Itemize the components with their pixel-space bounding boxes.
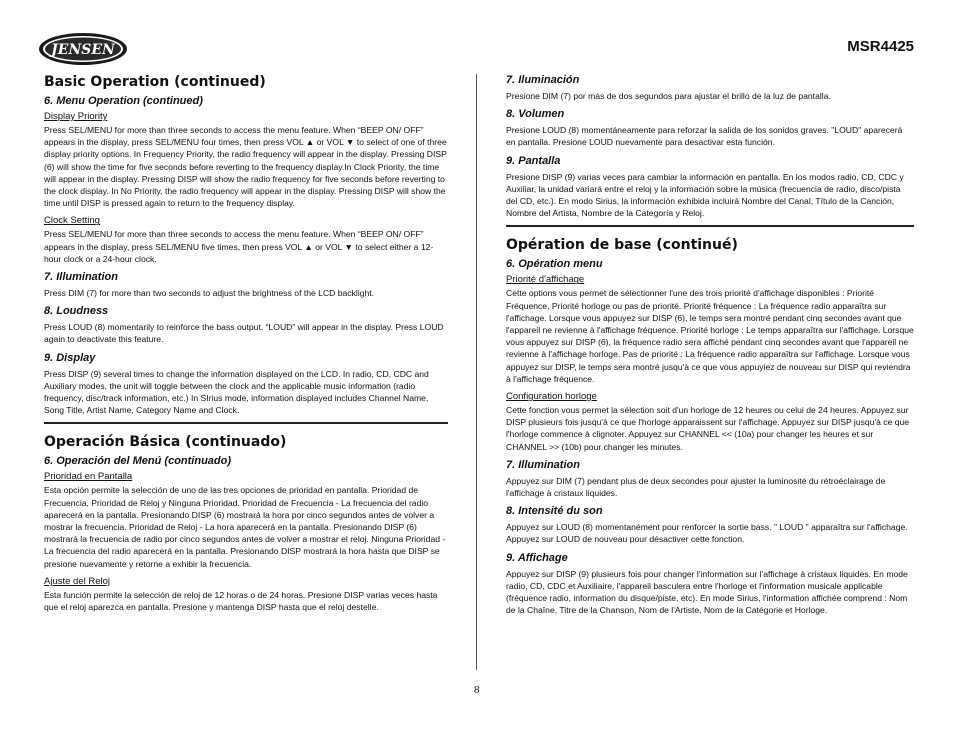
es-screen-text: Presione DISP (9) varias veces para cambiar la información en pantalla. En los modos radio, CD, CDC y Auxiliar, la unidad variará entre el reloj y la información sobre la música (frecuencia de radio, disco/pista del CD, etc.). En modo Sirius, la información exhibida incluirá Nombre del Canal, Título de la Canción, Nombre del Artista, Nombre de la Categoría y Reloj.: [506, 171, 904, 219]
fr-illum-text: Appuyez sur DIM (7) pendant plus de deux secondes pour ajuster la luminosité du rétroéclairage de l'affichage à cristaux liquides.: [506, 475, 886, 499]
column-divider: [476, 74, 477, 670]
fr-loud-text: Appuyez sur LOUD (8) momentanément pour renforcer la sortie bass. " LOUD " apparaîtra sur l'affichage. Appuyez sur LOUD de nouveau pour désactiver cette fonction.: [506, 522, 908, 545]
display-heading: 9. Display: [44, 351, 96, 364]
section-divider: [506, 225, 914, 227]
jensen-logo: [38, 32, 128, 66]
es-illum-heading: 7. Iluminación: [506, 74, 580, 86]
illumination-heading: 7. Illumination: [44, 271, 118, 284]
clock-setting-text: Press SEL/MENU for more than three seconds to access the menu feature. When “BEEP ON/ OFF” appears in the display, press SEL/MENU five times, then press VOL ▲ or VOL ▼ to select either a 12-hour clock or a 24-hour clock.: [44, 229, 434, 264]
fr-illum-heading: 7. Illumination: [506, 458, 580, 471]
fr-menu-heading: 6. Opération menu: [506, 258, 603, 271]
logo-text: JENSEN: [51, 42, 115, 58]
fr-display-heading: 9. Affichage: [506, 551, 568, 564]
fr-priority-label: Priorité d'affichage: [506, 274, 585, 286]
es-clock-label: Ajuste del Reloj: [44, 575, 111, 587]
model-number: MSR4425: [847, 38, 914, 55]
loudness-text: Press LOUD (8) momentarily to reinforce the bass output. “LOUD” will appear in the display. Press LOUD again to deactivate this feature.: [44, 322, 444, 345]
section-title-es: Operación Básica (continuado): [44, 434, 287, 451]
section-title-en: Basic Operation (continued): [44, 74, 266, 90]
menu-operation-heading: 6. Menu Operation (continued): [44, 95, 203, 107]
es-volume-heading: 8. Volumen: [506, 108, 565, 121]
fr-loud-heading: 8. Intensité du son: [506, 505, 603, 518]
display-text: Press DISP (9) several times to change the information displayed on the LCD. In radio, CD, CDC and Auxiliary modes, the unit will toggle between the clock and the applicable music information (radio frequency, disc/track information, etc.) In SIrius mode, information displayed includes Channel Name, Song Title, Artist Name, Category Name and Clock.: [44, 368, 429, 416]
page-number: 8: [474, 684, 480, 696]
es-screen-heading: 9. Pantalla: [506, 154, 561, 167]
fr-priority-text: Cette options vous permet de sélectionner l'une des trois priorité d'affichage disponibles : Priorité Fréquence, Priorité horloge ou pas de priorité. Priorité fréquence : La fréquence radio apparaîtra sur l'affichage. Lorsque vous appuyez sur DISP (6), le temps sera montré pendant cinq secondes avant que l'appareil ne revienne à l'affichage fréquence. Priorité horloge : Le temps apparaîtra sur l'affichage. Lorsque vous appuyez sur DISP (6), la fréquence radio sera affiché pendant cinq secondes avant que l'appareil ne revienne à l'affichage horloge. Pas de priorité : La fréquence radio apparaîtra sur l'affichage. Lorsque vous appuyez sur DISP, le temps sera montré jusqu'à ce que vous appuyiez de nouveau sur DISP qui reviendra à l'affichage fréquence.: [506, 288, 914, 384]
clock-setting-label: Clock Setting: [44, 215, 100, 227]
fr-clock-text: Cette fonction vous permet la sélection soit d'un horloge de 12 heures ou celui de 24 heures. Appuyez sur DISP plusieurs fois jusqu'à ce que l'horloge apparaissent sur l'affichage. Appuyez sur DISP jusqu'à ce que l'horloge commence à clignoter. Appuyez sur CHANNEL << (10a) pour changer les heures et sur CHANNEL >> (10b) pour changer les minutes.: [506, 405, 910, 452]
loudness-heading: 8. Loudness: [44, 305, 109, 318]
es-priority-label: Prioridad en Pantalla: [44, 471, 133, 483]
illumination-text: Press DIM (7) for more than two seconds to adjust the brightness of the LCD backlight.: [44, 288, 375, 299]
fr-clock-label: Configuration horloge: [506, 391, 597, 403]
display-priority-label: Display Priority: [44, 111, 108, 122]
es-volume-text: Presione LOUD (8) momentáneamente para reforzar la salida de los sonidos graves. "LOUD" aparecerá en pantalla. Presione LOUD nuevamente para desactivar esta función.: [506, 125, 903, 148]
left-column: [44, 74, 448, 619]
section-title-fr: Opération de base (continué): [506, 237, 738, 254]
right-column: [506, 74, 914, 622]
es-priority-text: Esta opción permite la selección de uno de las tres opciones de prioridad en pantalla. Prioridad de Frecuencia, Prioridad de Reloj y Ninguna Prioridad. Prioridad de Frecuencia - La frecuencia del radio aparecerá en la pantalla. Presionando DISP (6) mostrará la hora por cinco segundos antes de volver a mostrar la frecuencia. Prioridad de Reloj - La hora aparecerá en la pantalla. Presionando DISP (6) mostrará la frecuencia de radio por cinco segundos antes de volver a mostrar el reloj. Ninguna Prioridad - La frecuencia del radio aparecerá en la pantalla. Presionando DISP mostrará la hora hasta que DISP se presione nuevamente y retorne a exhibir la frecuencia.: [44, 485, 446, 569]
display-priority-text: Press SEL/MENU for more than three seconds to access the menu feature. When “BEEP ON/ OFF” appears in the display, press SEL/MENU four times, then press VOL ▲ or VOL ▼ to select of one of three display priority options. In Frequency Priority, the radio frequency will appear in the display. Pressing DISP (6) will show the time for five seconds before reverting to the frequency display.In Clock Priority, the time will appear in the display. Pressing DISP will show the radio frequency for five seconds before reverting to the clock display. In No Priority, the radio frequency will appear in the display. Pressing DISP will show the time until DISP is pressed again to return to the frequency display.: [44, 125, 447, 209]
section-divider: [44, 422, 448, 424]
es-menu-heading: 6. Operación del Menú (continuado): [44, 455, 232, 468]
fr-display-text: Appuyez sur DISP (9) plusieurs fois pour changer l'information sur l'affichage à cristaux liquides. En mode radio, CD, CDC et Auxiliaire, l'appareil basculera entre l'horloge et l'information musicale applicable (fréquence radio, information du disque/piste, etc). En mode Sirius, l'information affichée comprend : Nom de la Chaîne, Titre de la Chanson, Nom de l'Artiste, Nom de la Catégorie et Horloge.: [506, 568, 908, 616]
es-illum-text: Presione DIM (7) por más de dos segundos para ajustar el brillo de la luz de pantalla.: [506, 91, 831, 101]
es-clock-text: Esta función permite la selección de reloj de 12 horas o de 24 horas. Presione DISP varias veces hasta que el reloj aparezca en pantalla. Presione y mantenga DISP hasta que el reloj destelle.: [44, 589, 438, 613]
